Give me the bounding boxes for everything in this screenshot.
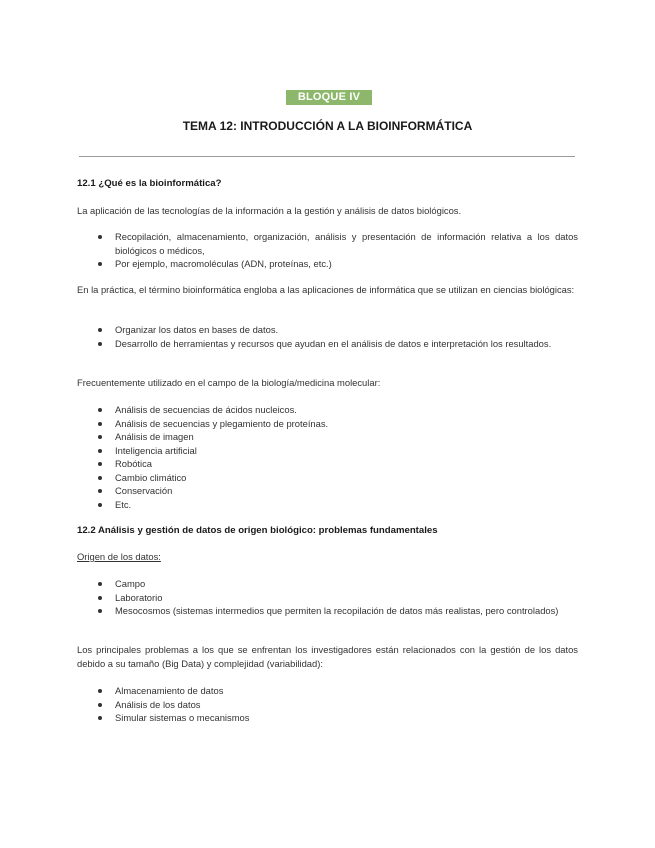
bullet-icon <box>98 716 102 720</box>
bullet-icon <box>98 582 102 586</box>
list-item: Análisis de imagen <box>97 430 578 444</box>
paragraph-intro: La aplicación de las tecnologías de la información a la gestión y análisis de datos biológicos. <box>77 205 462 216</box>
bullet-icon <box>98 596 102 600</box>
divider <box>79 156 575 157</box>
section-heading-12-1: 12.1 ¿Qué es la bioinformática? <box>77 178 222 189</box>
list-problems <box>97 684 578 725</box>
list-item: Almacenamiento de datos <box>97 684 578 698</box>
list-item: Laboratorio <box>97 591 578 605</box>
list-item: Análisis de secuencias de ácidos nucleicos. <box>97 403 578 417</box>
list-applications <box>97 323 578 350</box>
list-item: Desarrollo de herramientas y recursos que ayudan en el análisis de datos e interpretación los resultados. <box>97 337 578 351</box>
list-item: Simular sistemas o mecanismos <box>97 711 578 725</box>
list-fields <box>97 403 578 511</box>
list-item: Etc. <box>97 498 578 512</box>
list-item: Conservación <box>97 484 578 498</box>
origin-label: Origen de los datos: <box>77 551 161 562</box>
paragraph-problems: Los principales problemas a los que se enfrentan los investigadores están relacionados con la gestión de los datos debido a su tamaño (Big Data) y complejidad (variabilidad): <box>77 644 578 669</box>
block-badge: BLOQUE IV <box>286 90 372 105</box>
bullet-icon <box>98 435 102 439</box>
bullet-icon <box>98 689 102 693</box>
paragraph-practice: En la práctica, el término bioinformática engloba a las aplicaciones de informática que se utilizan en ciencias biológicas: <box>77 284 575 295</box>
page-title: TEMA 12: INTRODUCCIÓN A LA BIOINFORMÁTICA <box>182 119 473 133</box>
section-heading-12-2: 12.2 Análisis y gestión de datos de origen biológico: problemas fundamentales <box>77 525 438 536</box>
list-item: Inteligencia artificial <box>97 444 578 458</box>
bullet-icon <box>98 235 102 239</box>
bullet-icon <box>98 408 102 412</box>
list-item: Recopilación, almacenamiento, organización, análisis y presentación de información relativa a los datos biológicos o médicos, <box>97 230 578 257</box>
bullet-icon <box>98 476 102 480</box>
list-item: Campo <box>97 577 578 591</box>
paragraph-frequent: Frecuentemente utilizado en el campo de la biología/medicina molecular: <box>77 377 381 388</box>
bullet-icon <box>98 489 102 493</box>
list-item: Por ejemplo, macromoléculas (ADN, proteínas, etc.) <box>97 257 578 271</box>
bullet-icon <box>98 262 102 266</box>
list-item: Cambio climático <box>97 471 578 485</box>
bullet-icon <box>98 609 102 613</box>
bullet-icon <box>98 422 102 426</box>
bullet-icon <box>98 503 102 507</box>
bullet-icon <box>98 462 102 466</box>
bullet-icon <box>98 449 102 453</box>
list-item: Análisis de secuencias y plegamiento de proteínas. <box>97 417 578 431</box>
bullet-icon <box>98 703 102 707</box>
list-origins <box>97 577 578 618</box>
bullet-icon <box>98 328 102 332</box>
list-item: Mesocosmos (sistemas intermedios que permiten la recopilación de datos más realistas, pero controlados) <box>97 604 578 618</box>
bullet-icon <box>98 342 102 346</box>
list-item: Robótica <box>97 457 578 471</box>
list-item: Organizar los datos en bases de datos. <box>97 323 578 337</box>
list-definition <box>97 230 578 271</box>
list-item: Análisis de los datos <box>97 698 578 712</box>
